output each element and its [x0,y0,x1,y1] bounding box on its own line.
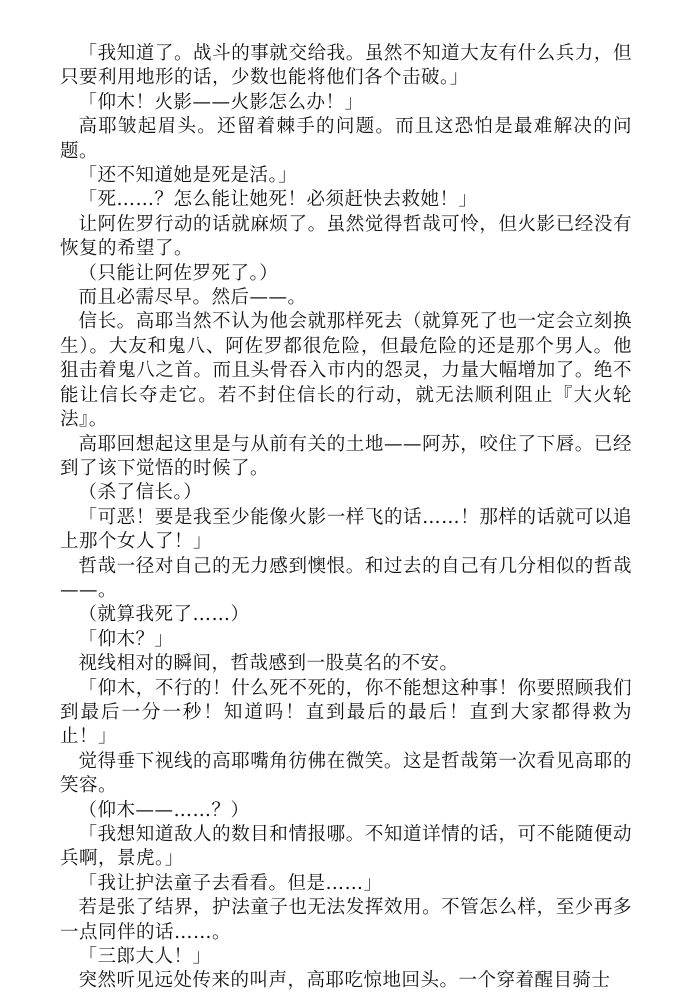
paragraph: （杀了信长。） [78,482,203,504]
paragraph: 「仰木，不行的！什么死不死的，你不能想这种事！你要照顾我们到最后一分一秒！知道吗！直到最后的最后！直到大家都得救为止！」 [60,677,632,748]
paragraph: 高耶回想起这里是与从前有关的土地——阿苏，咬住了下唇。已经到了该下觉悟的时候了。 [60,433,632,479]
paragraph: （只能让阿佐罗死了。） [78,262,279,284]
paragraph: 「我知道了。战斗的事就交给我。虽然不知道大友有什么兵力，但只要利用地形的话，少数也能将他们各个击破。」 [60,43,632,89]
paragraph: 而且必需尽早。然后——。 [78,287,307,309]
paragraph: 「仰木？」 [78,628,174,650]
paragraph: 视线相对的瞬间，哲哉感到一股莫名的不安。 [78,653,459,675]
paragraph: 哲哉一径对自己的无力感到懊恨。和过去的自己有几分相似的哲哉——。 [60,555,632,601]
paragraph: 突然听见远处传来的叫声，高耶吃惊地回头。一个穿着醒目骑士 [78,970,611,992]
paragraph: 「仰木！火影——火影怎么办！」 [78,91,364,113]
paragraph: 让阿佐罗行动的话就麻烦了。虽然觉得哲哉可怜，但火影已经没有恢复的希望了。 [60,213,632,260]
paragraph: 「死……？怎么能让她死！必须赶快去救她！」 [78,189,478,211]
paragraph: 「我让护法童子去看看。但是……」 [78,872,383,894]
paragraph: 若是张了结界，护法童子也无法发挥效用。不管怎么样，至少再多一点同伴的话……。 [60,897,632,943]
paragraph: 觉得垂下视线的高耶嘴角彷佛在微笑。这是哲哉第一次看见高耶的笑容。 [60,750,632,797]
paragraph: 「三郎大人！」 [78,946,212,968]
paragraph: 「可恶！要是我至少能像火影一样飞的话……！那样的话就可以追上那个女人了！」 [60,506,632,553]
document-body [60,42,632,994]
paragraph: 「还不知道她是死是活。」 [78,165,298,187]
paragraph: 信长。高耶当然不认为他会就那样死去（就算死了也一定会立刻换生）。大友和鬼八、阿佐罗都很危险，但最危险的还是那个男人。他狙击着鬼八之首。而且头骨吞入市内的怨灵，力量大幅增加了。绝不能让信长夺走它。若不封住信长的行动，就无法顺利阻止『大火轮法』。 [60,311,632,431]
paragraph: （就算我死了……） [78,604,250,626]
paragraph: 「我想知道敌人的数目和情报哪。不知道详情的话，可不能随便动兵啊，景虎。」 [60,824,632,870]
paragraph: （仰木——……？） [78,799,250,821]
paragraph: 高耶皱起眉头。还留着棘手的问题。而且这恐怕是最难解决的问题。 [60,116,632,162]
